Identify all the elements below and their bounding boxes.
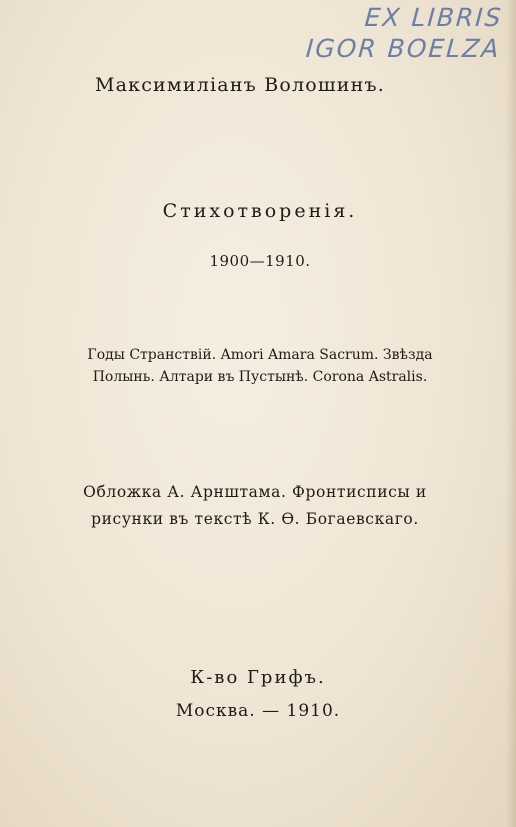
author-name: Максимиліанъ Волошинъ.: [94, 74, 386, 96]
paper-edge-shadow: [506, 0, 516, 827]
contents-list: [40, 344, 480, 388]
city-year: Москва. — 1910.: [175, 701, 341, 721]
book-title: Стихотворенія.: [162, 200, 358, 222]
contents-line-1: Годы Странствій. Amori Amara Sacrum. Звѣзда: [87, 347, 433, 363]
publisher-name: К-во Грифъ.: [190, 667, 326, 688]
stamp-line-2: IGOR BOELZA: [305, 34, 502, 63]
year-range: 1900—1910.: [209, 252, 311, 270]
contents-line-2: Полынь. Алтари въ Пустынѣ. Corona Astralis.: [92, 369, 428, 385]
stamp-line-1: EX LIBRIS: [364, 3, 505, 32]
ex-libris-stamp: [305, 2, 504, 64]
illustration-credits: [30, 479, 480, 533]
credits-line-2: рисунки въ текстѣ К. Ѳ. Богаевскаго.: [91, 510, 419, 528]
credits-line-1: Обложка А. Арнштама. Фронтисписы и: [83, 483, 427, 501]
